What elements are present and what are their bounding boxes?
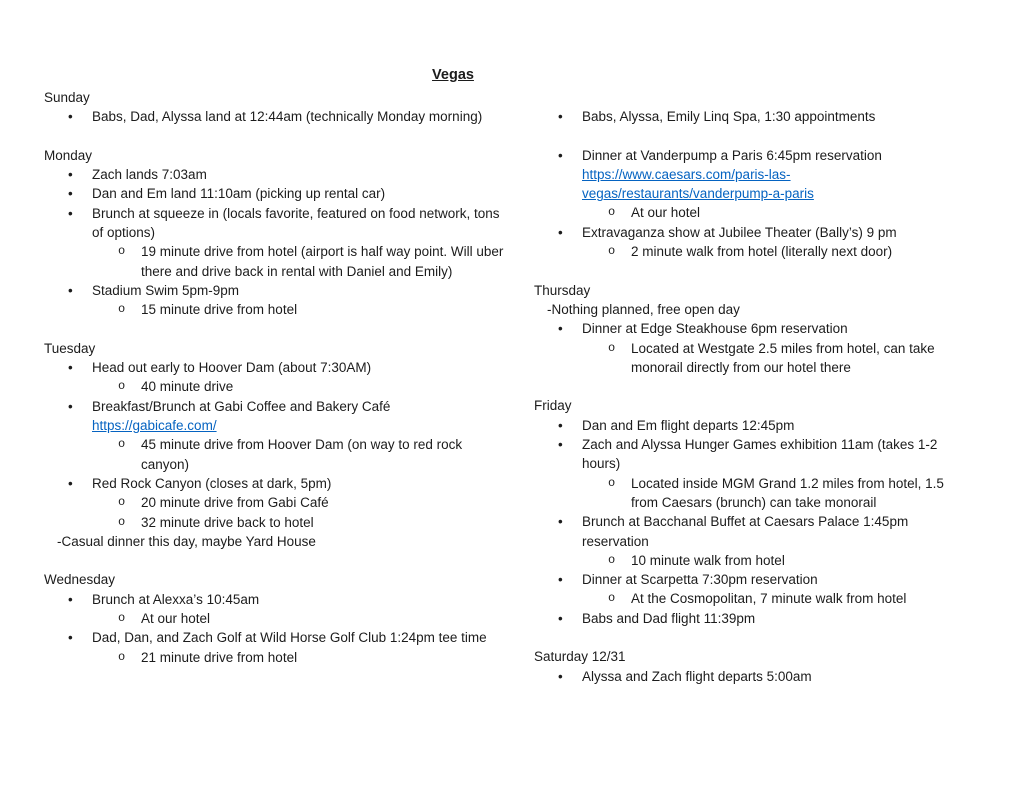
- bullet-icon: •: [68, 591, 73, 607]
- list-item: [534, 609, 974, 628]
- section-sunday: [44, 88, 508, 127]
- item-text: Stadium Swim 5pm-9pm: [92, 282, 240, 298]
- list-item: [44, 184, 508, 203]
- circle-bullet-icon: o: [118, 244, 126, 259]
- bullet-icon: •: [558, 668, 563, 684]
- list-item: [534, 512, 974, 551]
- bullet-icon: •: [68, 398, 73, 414]
- section-wednesday-continued: [534, 107, 974, 261]
- section-heading: Sunday: [44, 90, 90, 105]
- item-text: -Nothing planned, free open day: [547, 301, 740, 317]
- item-text: Dinner at Vanderpump a Paris 6:45pm reservation: [582, 147, 882, 163]
- circle-bullet-icon: o: [118, 611, 126, 626]
- bullet-icon: •: [68, 360, 73, 376]
- circle-bullet-icon: o: [118, 495, 126, 510]
- vanderpump-link[interactable]: https://www.caesars.com/paris-las-vegas/restaurants/vanderpump-a-paris: [582, 166, 814, 202]
- item-text: Dan and Em land 11:10am (picking up rental car): [92, 186, 386, 202]
- item-text: 10 minute walk from hotel: [631, 552, 785, 568]
- list-item: [44, 590, 508, 609]
- right-column: [534, 107, 974, 686]
- bullet-icon: •: [558, 109, 563, 124]
- section-friday: [534, 396, 974, 628]
- item-text: Dan and Em flight departs 12:45pm: [582, 417, 795, 433]
- list-subitem: [44, 242, 508, 281]
- item-text: Babs, Alyssa, Emily Linq Spa, 1:30 appointments: [582, 109, 876, 124]
- item-text: Alyssa and Zach flight departs 5:00am: [582, 668, 812, 684]
- list-item: [534, 319, 974, 338]
- left-column: [44, 88, 508, 667]
- circle-bullet-icon: o: [118, 302, 126, 317]
- item-text: Babs, Dad, Alyssa land at 12:44am (technically Monday morning): [92, 109, 483, 125]
- gabicafe-link[interactable]: https://gabicafe.com/: [92, 418, 217, 434]
- note-line: [534, 300, 974, 319]
- item-text: Located at Westgate 2.5 miles from hotel, can take monorail directly from our hotel there: [631, 340, 935, 375]
- bullet-icon: •: [558, 321, 563, 337]
- bullet-icon: •: [558, 514, 563, 530]
- item-text: 2 minute walk from hotel (literally next door): [631, 244, 893, 260]
- item-text: Zach lands 7:03am: [92, 167, 207, 183]
- list-subitem: [44, 513, 508, 532]
- list-item: [534, 146, 974, 204]
- bullet-icon: •: [558, 572, 563, 588]
- list-subitem: [44, 377, 508, 396]
- item-text: Head out early to Hoover Dam (about 7:30AM): [92, 360, 372, 376]
- section-saturday: [534, 647, 974, 686]
- circle-bullet-icon: o: [608, 475, 616, 490]
- circle-bullet-icon: o: [608, 205, 616, 220]
- bullet-icon: •: [558, 610, 563, 626]
- bullet-icon: •: [68, 630, 73, 646]
- circle-bullet-icon: o: [118, 379, 126, 394]
- list-item: [44, 165, 508, 184]
- item-text: Brunch at Alexxa’s 10:45am: [92, 591, 260, 607]
- list-item: [44, 628, 508, 647]
- item-text: 21 minute drive from hotel: [141, 649, 298, 665]
- note-line: [44, 532, 508, 551]
- item-text: At our hotel: [141, 611, 211, 627]
- list-subitem: [44, 300, 508, 319]
- list-item: [44, 474, 508, 493]
- section-heading: Friday: [534, 398, 572, 414]
- bullet-icon: •: [68, 167, 73, 183]
- item-text: 32 minute drive back to hotel: [141, 514, 314, 530]
- item-text: 45 minute drive from Hoover Dam (on way to red rock canyon): [141, 437, 463, 472]
- item-text: 20 minute drive from Gabi Café: [141, 495, 329, 511]
- circle-bullet-icon: o: [608, 552, 616, 567]
- section-heading: Saturday 12/31: [534, 649, 626, 665]
- item-text: Brunch at Bacchanal Buffet at Caesars Palace 1:45pm reservation: [582, 514, 909, 549]
- section-thursday: [534, 281, 974, 377]
- item-text: Dinner at Edge Steakhouse 6pm reservation: [582, 321, 848, 337]
- bullet-icon: •: [558, 224, 563, 240]
- list-subitem: [534, 551, 974, 570]
- list-item: [534, 107, 974, 126]
- section-heading: Wednesday: [44, 572, 116, 588]
- item-text: Extravaganza show at Jubilee Theater (Bally’s) 9 pm: [582, 224, 897, 240]
- circle-bullet-icon: o: [608, 340, 616, 355]
- list-subitem: [44, 435, 508, 474]
- item-text: At the Cosmopolitan, 7 minute walk from hotel: [631, 591, 907, 607]
- circle-bullet-icon: o: [118, 437, 126, 452]
- circle-bullet-icon: o: [118, 514, 126, 529]
- item-text: -Casual dinner this day, maybe Yard House: [57, 533, 316, 549]
- bullet-icon: •: [558, 417, 563, 433]
- list-item: [44, 204, 508, 243]
- bullet-icon: •: [68, 282, 73, 298]
- list-subitem: [44, 493, 508, 512]
- bullet-icon: •: [68, 109, 73, 125]
- list-item: [44, 397, 508, 436]
- list-subitem: [534, 589, 974, 608]
- item-text: Dinner at Scarpetta 7:30pm reservation: [582, 572, 818, 588]
- bullet-icon: •: [558, 437, 563, 453]
- section-heading: Tuesday: [44, 340, 96, 356]
- list-subitem: [44, 648, 508, 667]
- circle-bullet-icon: o: [118, 649, 126, 664]
- item-text: Zach and Alyssa Hunger Games exhibition 11am (takes 1-2 hours): [582, 437, 938, 472]
- section-heading: Thursday: [534, 282, 591, 298]
- section-wednesday: [44, 570, 508, 666]
- list-item: [534, 667, 974, 686]
- list-subitem: [534, 474, 974, 513]
- list-item: [534, 416, 974, 435]
- section-heading: Monday: [44, 147, 93, 163]
- circle-bullet-icon: o: [608, 591, 616, 606]
- list-item: [534, 570, 974, 589]
- item-text: Brunch at squeeze in (locals favorite, featured on food network, tons of options): [92, 205, 500, 241]
- bullet-icon: •: [558, 147, 563, 163]
- item-text: Located inside MGM Grand 1.2 miles from hotel, 1.5 from Caesars (brunch) can take monorail: [631, 475, 944, 510]
- item-text: 40 minute drive: [141, 379, 234, 395]
- section-tuesday: [44, 339, 508, 551]
- list-item: [534, 223, 974, 242]
- list-subitem: [534, 203, 974, 222]
- item-text: 19 minute drive from hotel (airport is half way point. Will uber there and drive back in rental with Daniel and Emily): [141, 244, 504, 279]
- list-item: [44, 107, 508, 126]
- list-subitem: [534, 339, 974, 378]
- list-item: [44, 358, 508, 377]
- list-subitem: [44, 609, 508, 628]
- list-item: [534, 435, 974, 474]
- item-text: Babs and Dad flight 11:39pm: [582, 610, 756, 626]
- item-text: Breakfast/Brunch at Gabi Coffee and Bakery Café: [92, 398, 391, 414]
- list-subitem: [534, 242, 974, 261]
- section-monday: [44, 146, 508, 320]
- item-text: Dad, Dan, and Zach Golf at Wild Horse Golf Club 1:24pm tee time: [92, 630, 487, 646]
- bullet-icon: •: [68, 475, 73, 491]
- page-title: Vegas: [432, 67, 474, 83]
- bullet-icon: •: [68, 186, 73, 202]
- item-text: At our hotel: [631, 205, 701, 221]
- list-item: [44, 281, 508, 300]
- bullet-icon: •: [68, 205, 73, 221]
- circle-bullet-icon: o: [608, 244, 616, 259]
- item-text: 15 minute drive from hotel: [141, 302, 298, 318]
- item-text: Red Rock Canyon (closes at dark, 5pm): [92, 475, 332, 491]
